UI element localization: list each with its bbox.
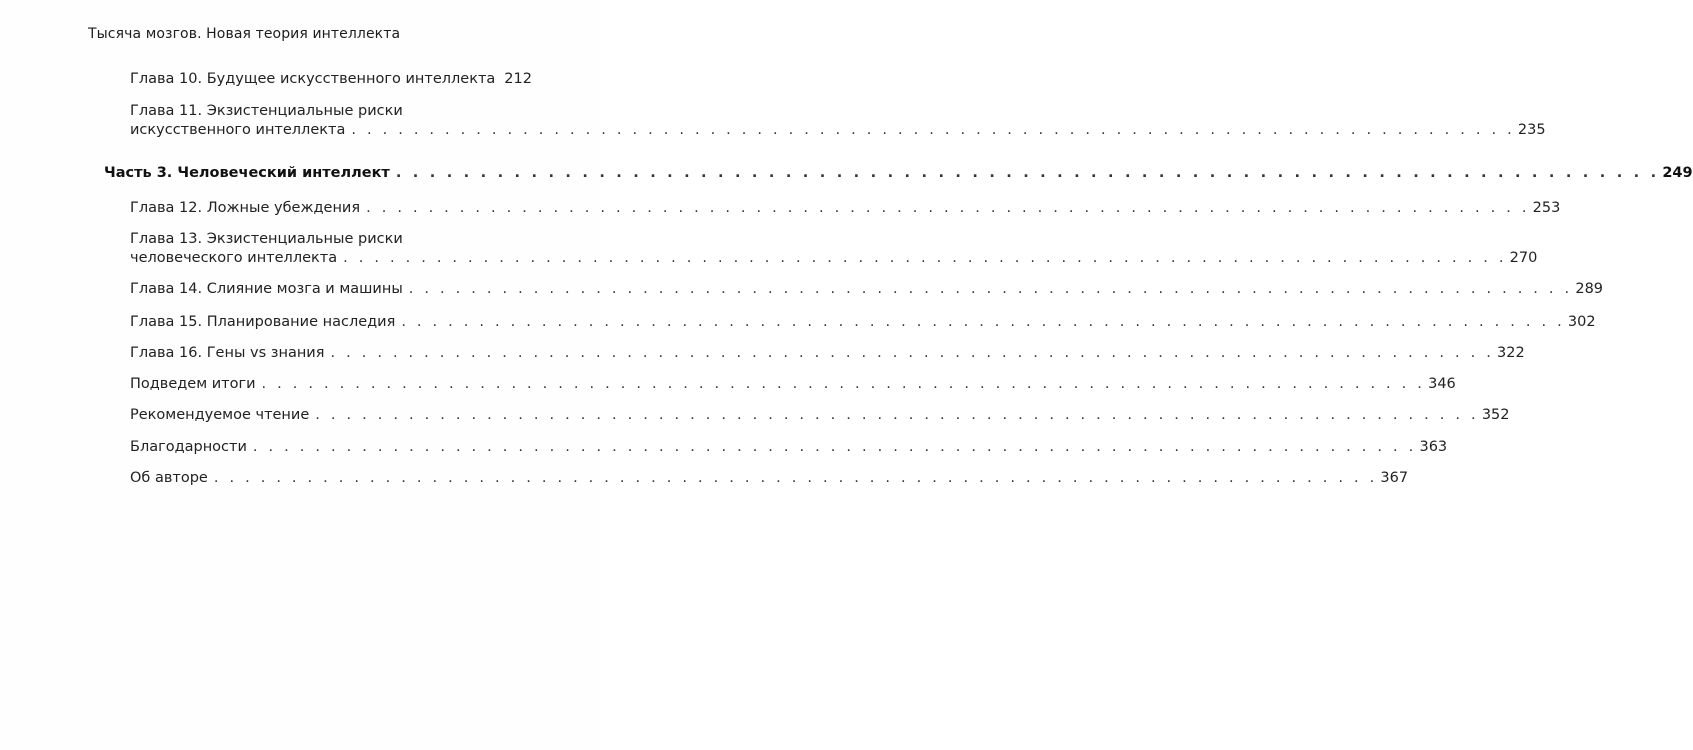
- toc-entry-chapter-13: [130, 250, 1538, 266]
- toc-entry-title: Благодарности: [130, 439, 247, 455]
- dot-leader: . . . . . . . . . . . . . . . . . . . . . . . . . . . . . . . . . . . . . . . . . . . . . . . . . . . . . . . . . . . . . . . . . . . . . . . . . . .: [395, 165, 1660, 181]
- dot-leader: . . . . . . . . . . . . . . . . . . . . . . . . . . . . . . . . . . . . . . . . . . . . . . . . . . . . . . . . . . . . . . . . . . . . . . . . . . .: [252, 439, 1417, 455]
- toc-entry-page: 270: [1509, 250, 1538, 266]
- toc-entry-title: Глава 12. Ложные убеждения: [130, 200, 361, 216]
- toc-entry-summary: [130, 376, 1456, 392]
- dot-leader: . . . . . . . . . . . . . . . . . . . . . . . . . . . . . . . . . . . . . . . . . . . . . . . . . . . . . . . . . . . . . . . . . . . . . . . . . . .: [330, 345, 1495, 361]
- dot-leader: . . . . . . . . . . . . . . . . . . . . . . . . . . . . . . . . . . . . . . . . . . . . . . . . . . . . . . . . . . . . . . . . . . . . . . . . . . .: [401, 314, 1565, 330]
- toc-entry-chapter-14: [130, 281, 1604, 297]
- toc-entry-acknowledgements: [130, 439, 1448, 455]
- dot-leader: . . . . . . . . . . . . . . . . . . . . . . . . . . . . . . . . . . . . . . . . . . . . . . . . . . . . . . . . . . . . . . . . . . . . . . . . . . .: [315, 407, 1479, 423]
- toc-entry-title: Глава 10. Будущее искусственного интеллекта: [130, 71, 496, 87]
- toc-entry-title: человеческого интеллекта: [130, 250, 338, 266]
- toc-entry-title-line1: Глава 13. Экзистенциальные риски: [130, 231, 403, 247]
- toc-entry-page: 235: [1517, 122, 1546, 138]
- toc-entry-title: Рекомендуемое чтение: [130, 407, 310, 423]
- toc-entry-chapter-12: [130, 200, 1561, 216]
- toc-entry-page: 346: [1428, 376, 1456, 392]
- toc-entry-page: 352: [1481, 407, 1510, 423]
- toc-entry-title-line1: Глава 11. Экзистенциальные риски: [130, 103, 403, 119]
- toc-entry-chapter-11: [130, 122, 1546, 138]
- toc-entry-page: 363: [1419, 439, 1448, 455]
- toc-entry-title: искусственного интеллекта: [130, 122, 346, 138]
- toc-entry-page: 367: [1380, 470, 1409, 486]
- dot-leader: . . . . . . . . . . . . . . . . . . . . . . . . . . . . . . . . . . . . . . . . . . . . . . . . . . . . . . . . . . . . . . . . . . . . . . . . . . .: [351, 122, 1515, 138]
- toc-entry-title: Глава 16. Гены vs знания: [130, 345, 325, 361]
- toc-entry-chapter-15: [130, 314, 1596, 330]
- toc-entry-page: 289: [1575, 281, 1604, 297]
- toc-entry-page: 302: [1567, 314, 1596, 330]
- dot-leader: . . . . . . . . . . . . . . . . . . . . . . . . . . . . . . . . . . . . . . . . . . . . . . . . . . . . . . . . . . . . . . . . . . . . . . . . . . .: [366, 200, 1530, 216]
- toc-entry-page: 253: [1532, 200, 1561, 216]
- toc-entry-page: 322: [1497, 345, 1525, 361]
- toc-entry-part-3: [104, 165, 1693, 181]
- toc-entry-title: Подведем итоги: [130, 376, 256, 392]
- toc-entry-chapter-10: [130, 71, 532, 87]
- dot-leader: . . . . . . . . . . . . . . . . . . . . . . . . . . . . . . . . . . . . . . . . . . . . . . . . . . . . . . . . . . . . . . . . . . . . . . . . . . .: [408, 281, 1573, 297]
- toc-entry-page: 249: [1662, 165, 1693, 181]
- toc-entry-about-author: [130, 470, 1409, 486]
- dot-leader: . . . . . . . . . . . . . . . . . . . . . . . . . . . . . . . . . . . . . . . . . . . . . . . . . . . . . . . . . . . . . . . . . . . . . . . . . . .: [213, 470, 1378, 486]
- dot-leader: . . . . . . . . . . . . . . . . . . . . . . . . . . . . . . . . . . . . . . . . . . . . . . . . . . . . . . . . . . . . . . . . . . . . . . . . . . .: [343, 250, 1507, 266]
- toc-entry-chapter-16: [130, 345, 1525, 361]
- dot-leader: . . . . . . . . . . . . . . . . . . . . . . . . . . . . . . . . . . . . . . . . . . . . . . . . . . . . . . . . . . . . . . . . . . . . . . . . . . .: [261, 376, 1426, 392]
- toc-entry-recommended-reading: [130, 407, 1510, 423]
- toc-entry-title: Часть 3. Человеческий интеллект: [104, 165, 390, 181]
- toc-entry-title: Об авторе: [130, 470, 208, 486]
- toc-entry-title: Глава 14. Слияние мозга и машины: [130, 281, 403, 297]
- toc-entry-title: Глава 15. Планирование наследия: [130, 314, 396, 330]
- toc-entry-page: 212: [504, 71, 532, 87]
- running-header: Тысяча мозгов. Новая теория интеллекта: [88, 26, 401, 42]
